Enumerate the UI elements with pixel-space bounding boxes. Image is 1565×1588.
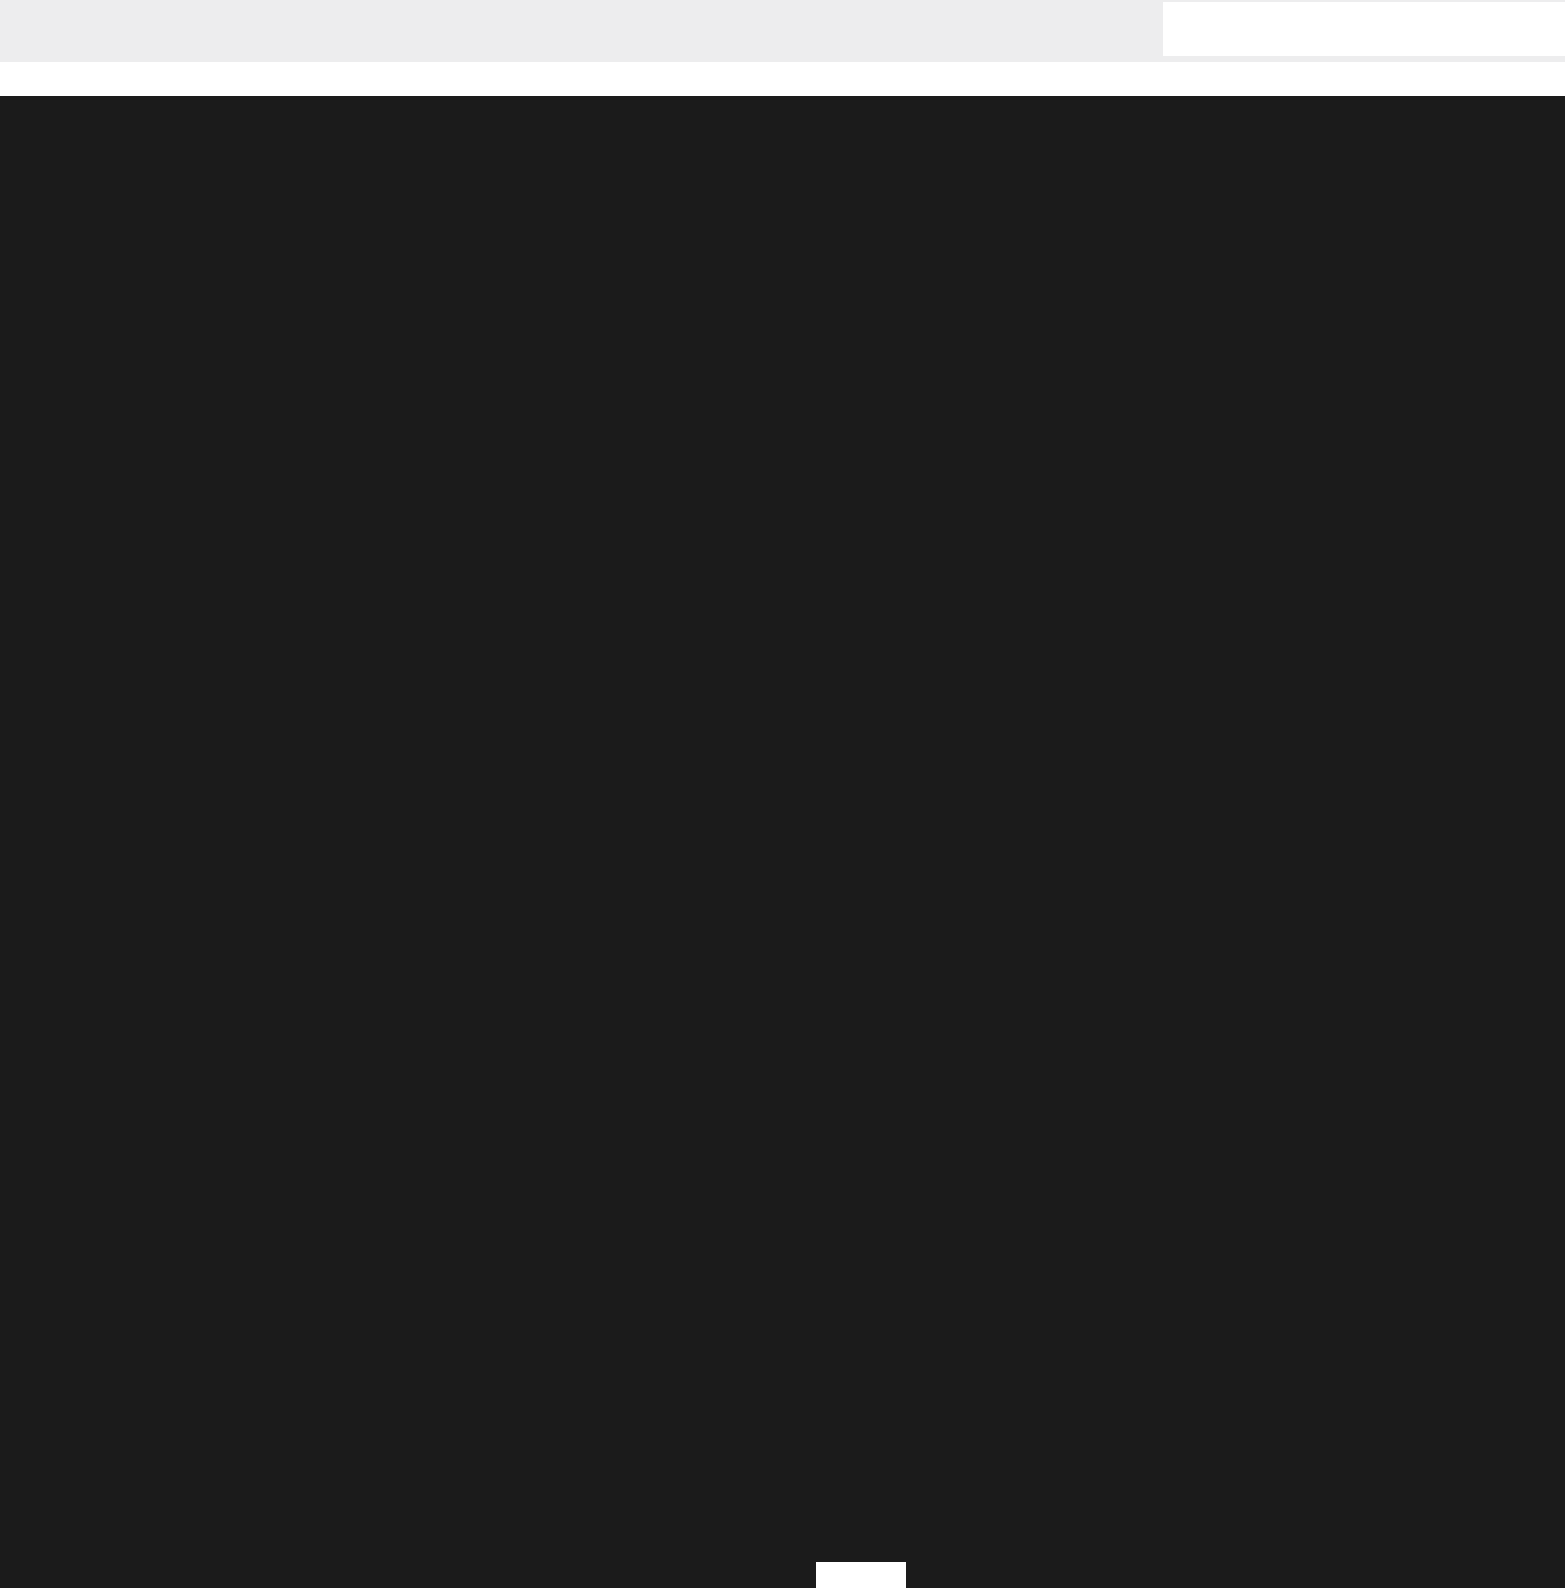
puzzle-number: [816, 1562, 906, 1588]
header-bar: [0, 0, 1565, 62]
color-calibration-bar: [1163, 2, 1565, 56]
crossword-grid: [0, 96, 1565, 1588]
